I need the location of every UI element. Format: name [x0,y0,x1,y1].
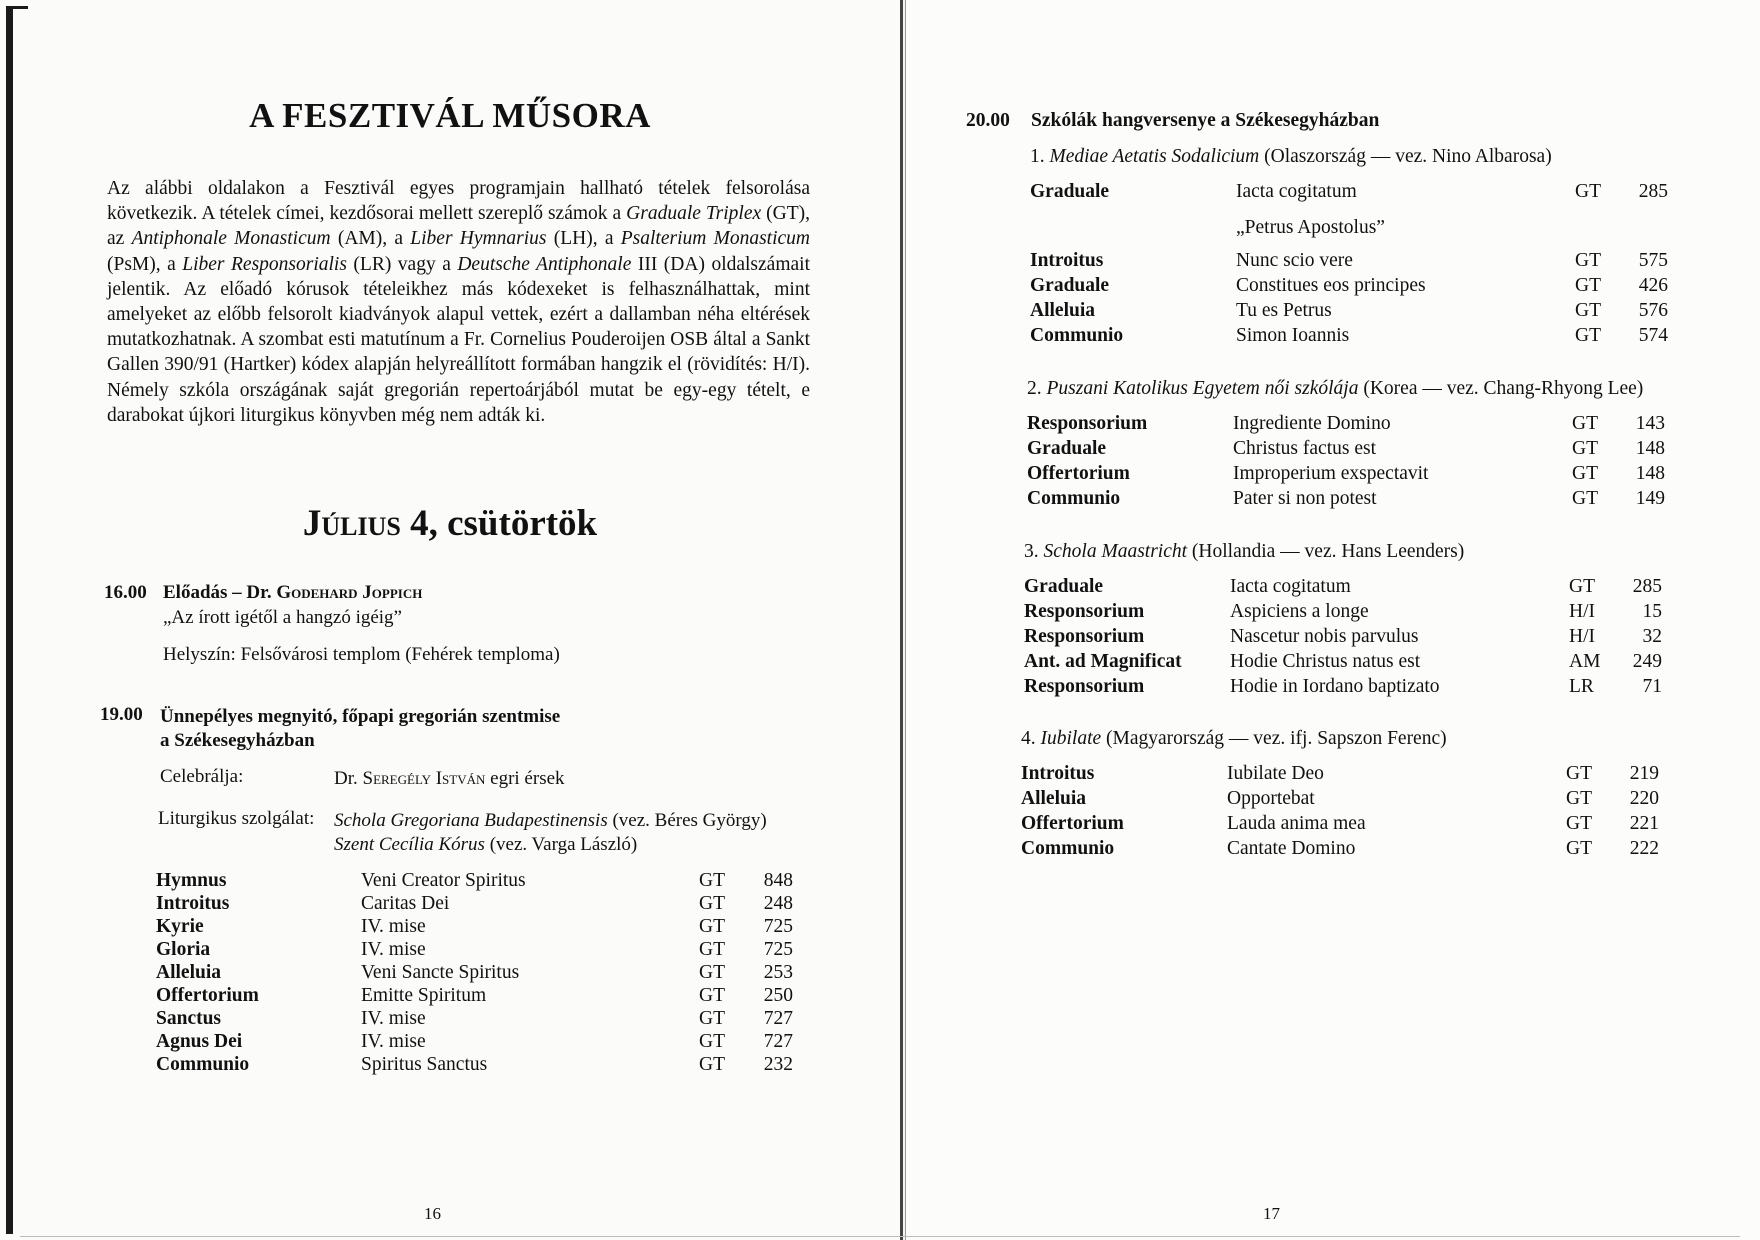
page-ref: 221 [1629,813,1659,834]
concert-time: 20.00 [966,110,1010,131]
piece-title: IV. mise [361,1008,426,1029]
intro-text: (LR) vagy a [346,253,458,275]
page-ref: 148 [1635,463,1665,484]
genre-label: Sanctus [156,1008,222,1029]
page-ref: 248 [763,893,793,914]
piece-title: Hodie in Iordano baptizato [1230,676,1440,697]
book-abbrev: AM [1569,651,1601,672]
choir-name: Mediae Aetatis Sodalicium [1049,146,1260,167]
book-gutter-shadow [905,0,906,1240]
choir-info: (Magyarország — vez. ifj. Sapszon Ferenc) [1101,728,1447,749]
book-abbrev: GT [1572,413,1598,434]
event2-time: 19.00 [100,704,143,725]
book-abbrev: GT [699,893,725,914]
genre-label: Responsorium [1024,676,1145,697]
page-ref: 220 [1629,788,1659,809]
piece-title: Caritas Dei [361,893,450,914]
piece-title: Pater si non potest [1233,488,1377,509]
page-ref: 426 [1638,275,1668,296]
book-abbrev: GT [1566,788,1592,809]
genre-label: Agnus Dei [156,1031,243,1052]
book-abbrev: GT [699,962,725,983]
page-title: A FESZTIVÁL MŰSORA [249,96,651,135]
page-ref: 222 [1629,838,1659,859]
page-ref: 149 [1635,488,1665,509]
genre-label: Kyrie [156,916,204,937]
piece-title: IV. mise [361,916,426,937]
page-ref: 71 [1642,676,1662,697]
page-ref: 32 [1642,626,1662,647]
choir-name: Puszani Katolikus Egyetem női szkólája [1046,378,1359,399]
page-ref: 725 [763,939,793,960]
piece-title: Emitte Spiritum [361,985,487,1006]
genre-label: Ant. ad Magnificat [1024,651,1182,672]
genre-label: Hymnus [156,870,227,891]
liturgy-choir-1-info: (vez. Béres György) [607,810,767,831]
liturgy-choir-2-info: (vez. Varga László) [484,834,638,855]
scan-edge [6,6,13,1234]
choir-name: Schola Maastricht [1043,541,1188,562]
book-title: Deutsche Antiphonale [457,253,632,275]
book-abbrev: H/I [1569,626,1595,647]
piece-title: Iacta cogitatum [1236,181,1357,202]
piece-title: Veni Creator Spiritus [361,870,526,891]
book-abbrev: GT [699,916,725,937]
celebrant-label: Celebrálja: [160,766,244,787]
genre-label: Communio [1021,838,1115,859]
intro-text: III (DA) oldalszámait jelentik. Az előadó kórusok tételeikhez más kódexeket is felhasználhattak, mint amelyeket az előbb felsorolt kiadványok alapul vettek, ezért a dallamban néha eltérések mutatkozhatnak. A szombat esti matutínum a Fr. Cornelius Pouderoijen OSB által a Sankt Gallen 390/91 (Hartker) kódex alapján helyreállított formában hangzik el (rövidítés: H/I). Némely szkóla országának saját gregorián repertoárjából mutat be egy-egy tételt, e darabokat újkori liturgikus könyvben még nem adták ki. [107,253,810,426]
liturgy-choir-2 [334,834,637,856]
genre-label: Gloria [156,939,211,960]
piece-title: Constitues eos principes [1236,275,1426,296]
book-abbrev: GT [699,939,725,960]
celebrant-prefix: Dr. [334,768,363,789]
genre-label: Communio [1030,325,1124,346]
book-abbrev: GT [1575,181,1601,202]
event2-title-line1: Ünnepélyes megnyitó, főpapi gregorián szentmise [160,706,561,727]
book-title: Psalterium Monasticum [620,228,811,250]
piece-title: „Petrus Apostolus” [1236,217,1385,238]
genre-label: Responsorium [1024,626,1145,647]
book-title: Liber Hymnarius [410,228,547,250]
liturgy-choir-1 [334,810,767,832]
choir-name: Iubilate [1040,728,1102,749]
book-abbrev: GT [1575,250,1601,271]
piece-title: Aspiciens a longe [1230,601,1369,622]
genre-label: Responsorium [1027,413,1148,434]
piece-title: Nunc scio vere [1236,250,1353,271]
piece-title: Iacta cogitatum [1230,576,1351,597]
book-abbrev: LR [1569,676,1594,697]
piece-title: Nascetur nobis parvulus [1230,626,1419,647]
piece-title: Cantate Domino [1227,838,1356,859]
book-abbrev: GT [1575,275,1601,296]
day-heading-initial: J [302,503,322,544]
book-title: Graduale Triplex [626,203,762,225]
book-abbrev: GT [1566,763,1592,784]
genre-label: Graduale [1024,576,1104,597]
celebrant-name: Seregély István [362,768,486,789]
book-abbrev: GT [1572,488,1598,509]
page-ref: 848 [763,870,793,891]
intro-paragraph [107,176,810,428]
book-abbrev: GT [1572,463,1598,484]
choir-info: (Korea — vez. Chang-Rhyong Lee) [1358,378,1644,399]
concert-title: Szkólák hangversenye a Székesegyházban [1031,110,1380,131]
choir-number: 1. [1030,146,1050,167]
liturgy-choir-2-name: Szent Cecília Kórus [334,834,485,855]
book-abbrev: GT [1575,325,1601,346]
choir-info: (Olaszország — vez. Nino Albarosa) [1259,146,1552,167]
piece-title: Improperium exspectavit [1233,463,1429,484]
liturgy-choir-1-name: Schola Gregoriana Budapestinensis [334,810,608,831]
event1-title-text: Előadás – Dr. [163,582,277,603]
celebrant-suffix: egri érsek [485,768,565,789]
genre-label: Communio [1027,488,1121,509]
genre-label: Responsorium [1024,601,1145,622]
scan-edge-top [6,6,28,9]
intro-text: (LH), a [546,228,621,250]
book-abbrev: GT [699,1031,725,1052]
piece-title: Hodie Christus natus est [1230,651,1421,672]
choir-heading [1027,378,1643,400]
book-abbrev: GT [1575,300,1601,321]
event1-venue: Helyszín: Felsővárosi templom (Fehérek temploma) [163,644,560,665]
choir-heading [1024,541,1464,563]
event2-title-line2: a Székesegyházban [160,730,315,751]
piece-title: Veni Sancte Spiritus [361,962,520,983]
event1-time: 16.00 [104,582,147,603]
intro-text: (GT), az [107,203,810,250]
liturgy-label: Liturgikus szolgálat: [158,808,315,829]
event1-title [163,582,422,604]
page-ref: 15 [1642,601,1662,622]
book-abbrev: GT [699,1008,725,1029]
page-ref: 575 [1638,250,1668,271]
genre-label: Offertorium [1021,813,1124,834]
event1-subtitle: „Az írott igétől a hangzó igéig” [163,607,402,628]
book-abbrev: GT [1572,438,1598,459]
right-page-number: 17 [1263,1204,1280,1223]
page-ref: 232 [763,1054,793,1075]
genre-label: Offertorium [1027,463,1130,484]
choir-number: 4. [1021,728,1041,749]
genre-label: Introitus [1021,763,1095,784]
page-ref: 727 [763,1031,793,1052]
event1-speaker: Godehard Joppich [276,582,423,603]
book-abbrev: H/I [1569,601,1595,622]
page-ref: 285 [1638,181,1668,202]
intro-text: (PsM), a [107,253,183,275]
left-page-number: 16 [424,1204,441,1223]
choir-info: (Hollandia — vez. Hans Leenders) [1187,541,1465,562]
choir-heading [1021,728,1447,750]
book-abbrev: GT [1566,813,1592,834]
page-ref: 143 [1635,413,1665,434]
scan-bottom-edge [20,1236,1740,1237]
choir-number: 2. [1027,378,1047,399]
day-heading-rest: 4, csütörtök [400,503,598,544]
piece-title: Iubilate Deo [1227,763,1324,784]
piece-title: Christus factus est [1233,438,1376,459]
page-ref: 285 [1632,576,1662,597]
genre-label: Communio [156,1054,250,1075]
genre-label: Introitus [156,893,230,914]
day-heading-smallcaps: úlius [321,503,401,544]
page-ref: 253 [763,962,793,983]
genre-label: Alleluia [1030,300,1096,321]
book-gutter [900,0,903,1240]
intro-text: (AM), a [330,228,411,250]
genre-label: Offertorium [156,985,259,1006]
book-abbrev: GT [699,870,725,891]
genre-label: Graduale [1027,438,1107,459]
genre-label: Graduale [1030,275,1110,296]
book-abbrev: GT [699,985,725,1006]
choir-number: 3. [1024,541,1044,562]
day-heading [0,502,900,545]
piece-title: IV. mise [361,1031,426,1052]
book-abbrev: GT [1566,838,1592,859]
page-ref: 249 [1632,651,1662,672]
genre-label: Alleluia [1021,788,1087,809]
piece-title: IV. mise [361,939,426,960]
page-ref: 574 [1638,325,1668,346]
genre-label: Graduale [1030,181,1110,202]
intro-text: Az alábbi oldalakon a Fesztivál egyes programjain hallható tételek felsorolása következik. A tételek címei, kezdősorai mellett szereplő számok a [107,178,810,225]
page-ref: 148 [1635,438,1665,459]
book-abbrev: GT [699,1054,725,1075]
page-ref: 219 [1629,763,1659,784]
choir-heading [1030,146,1552,168]
page-ref: 576 [1638,300,1668,321]
page-ref: 727 [763,1008,793,1029]
celebrant [334,768,565,790]
book-abbrev: GT [1569,576,1595,597]
page-ref: 725 [763,916,793,937]
piece-title: Simon Ioannis [1236,325,1350,346]
piece-title: Tu es Petrus [1236,300,1332,321]
piece-title: Spiritus Sanctus [361,1054,488,1075]
genre-label: Introitus [1030,250,1104,271]
piece-title: Ingrediente Domino [1233,413,1391,434]
book-title: Antiphonale Monasticum [131,228,331,250]
piece-title: Opportebat [1227,788,1315,809]
book-title: Liber Responsorialis [182,253,347,275]
piece-title: Lauda anima mea [1227,813,1366,834]
page-ref: 250 [763,985,793,1006]
genre-label: Alleluia [156,962,222,983]
